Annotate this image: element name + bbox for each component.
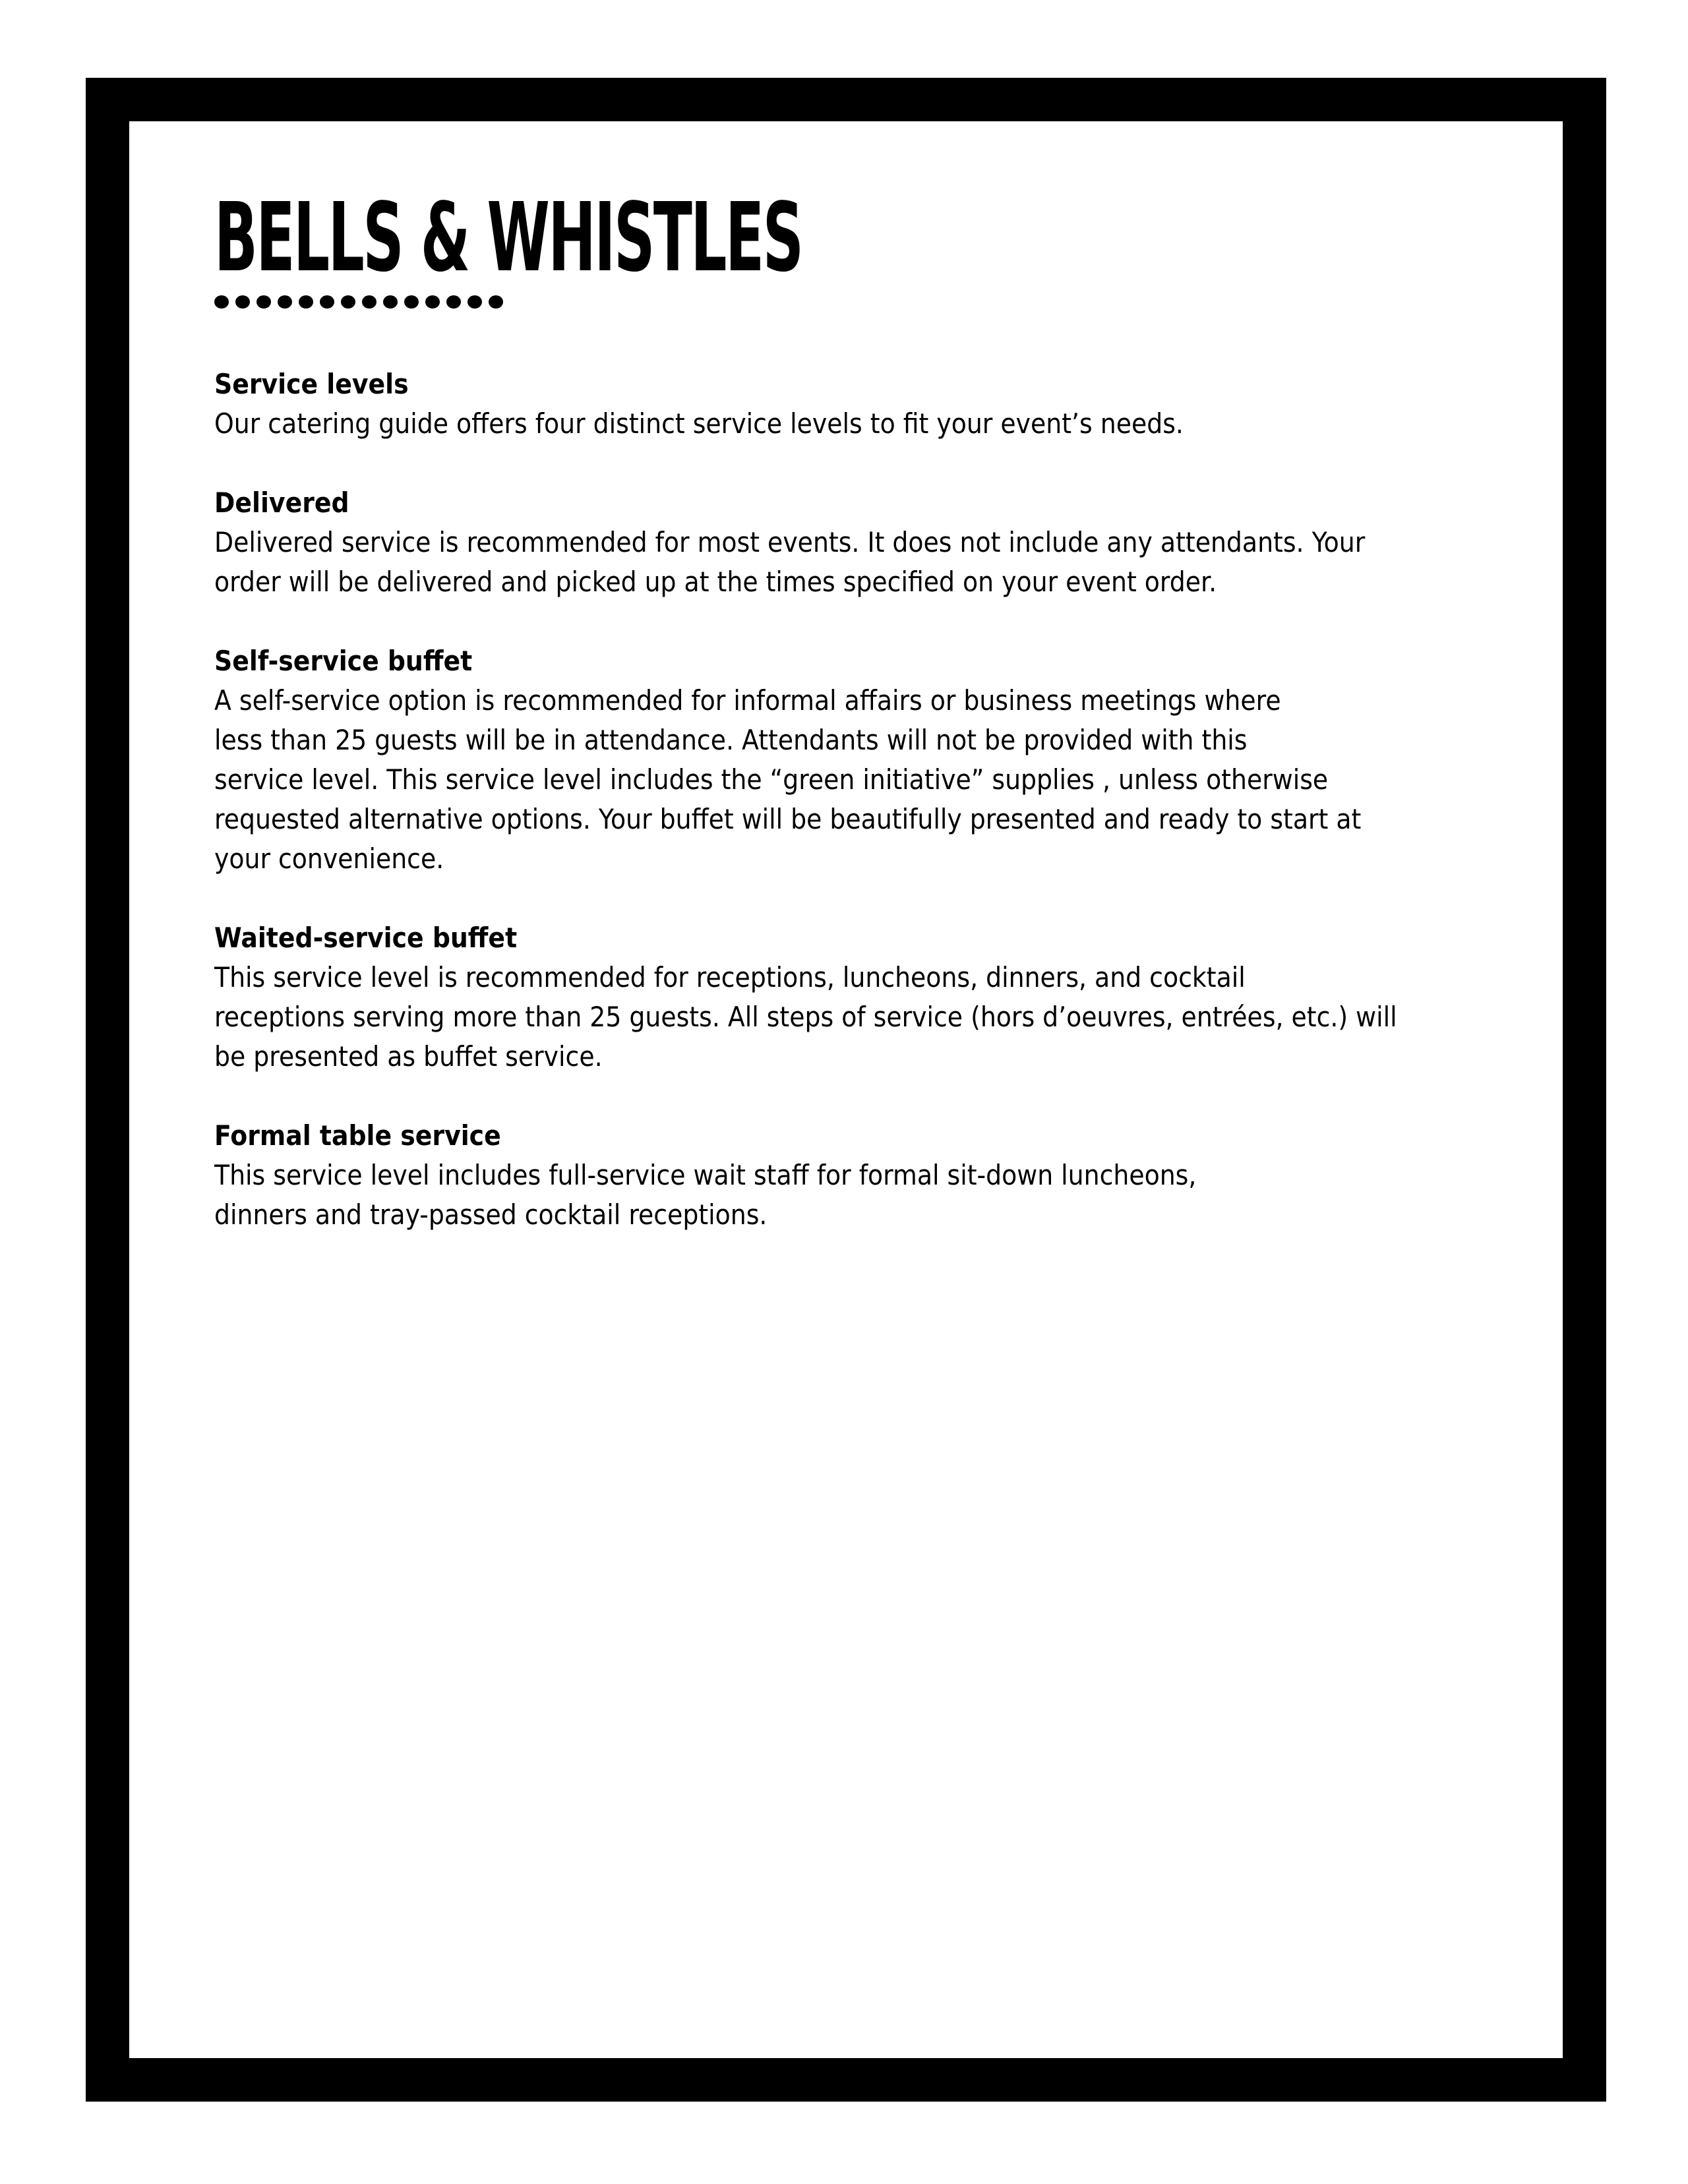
section-body-line: Delivered service is recommended for most events. It does not include any attendants. Your [214, 526, 1366, 558]
page-title: BELLS & WHISTLES [214, 182, 802, 293]
section-body-line: A self-service option is recommended for informal affairs or business meetings where [214, 684, 1281, 717]
section-heading-text: Self-service buffet [214, 645, 473, 677]
section-body-line: requested alternative options. Your buffet will be beautifully presented and ready to start at [214, 803, 1362, 835]
divider-dot [362, 295, 377, 309]
section-body-line: receptions serving more than 25 guests. All steps of service (hors d’oeuvres, entrées, etc.) will [214, 1001, 1397, 1033]
section-body-line: less than 25 guests will be in attendance. Attendants will not be provided with this [214, 724, 1248, 756]
divider-dot [383, 295, 398, 309]
section-body-line: be presented as buffet service. [214, 1040, 603, 1073]
section-heading [214, 641, 1500, 681]
divider-dot [446, 295, 461, 309]
divider-dot [425, 295, 440, 309]
section-body-line: This service level is recommended for receptions, luncheons, dinners, and cocktail [214, 961, 1246, 993]
section-body-line: service level. This service level includes the “green initiative” supplies , unless otherwise [214, 763, 1329, 796]
section-body-line: order will be delivered and picked up at the times specified on your event order. [214, 566, 1217, 598]
section-body-line: This service level includes full-service wait staff for formal sit-down luncheons, [214, 1159, 1197, 1191]
section-heading [214, 918, 1500, 958]
service-section [214, 483, 1500, 602]
section-heading-text: Formal table service [214, 1119, 501, 1152]
section-body-line: dinners and tray-passed cocktail receptions. [214, 1198, 768, 1231]
service-section [214, 641, 1500, 879]
divider-dot [320, 295, 334, 309]
divider-dot [256, 295, 271, 309]
service-sections [214, 365, 1500, 1235]
divider-dot [235, 295, 250, 309]
service-section [214, 918, 1500, 1077]
page-content [214, 182, 1500, 1274]
service-section [214, 365, 1500, 444]
section-heading [214, 1116, 1500, 1156]
section-body [214, 404, 1500, 444]
divider-dot [299, 295, 313, 309]
divider-dot [467, 295, 482, 309]
section-heading [214, 365, 1500, 404]
section-heading-text: Waited-service buffet [214, 922, 518, 954]
dot-divider [214, 295, 1500, 309]
section-body [214, 681, 1500, 879]
section-body [214, 523, 1500, 602]
section-body-line: Our catering guide offers four distinct service levels to fit your event’s needs. [214, 407, 1184, 440]
divider-dot [278, 295, 292, 309]
section-heading-text: Service levels [214, 368, 409, 400]
divider-dot [214, 295, 229, 309]
section-body-line: your convenience. [214, 842, 444, 875]
divider-dot [489, 295, 503, 309]
section-heading-text: Delivered [214, 487, 349, 519]
service-section [214, 1116, 1500, 1235]
section-body [214, 958, 1500, 1077]
divider-dot [341, 295, 355, 309]
section-heading [214, 483, 1500, 523]
divider-dot [404, 295, 419, 309]
section-body [214, 1156, 1500, 1235]
